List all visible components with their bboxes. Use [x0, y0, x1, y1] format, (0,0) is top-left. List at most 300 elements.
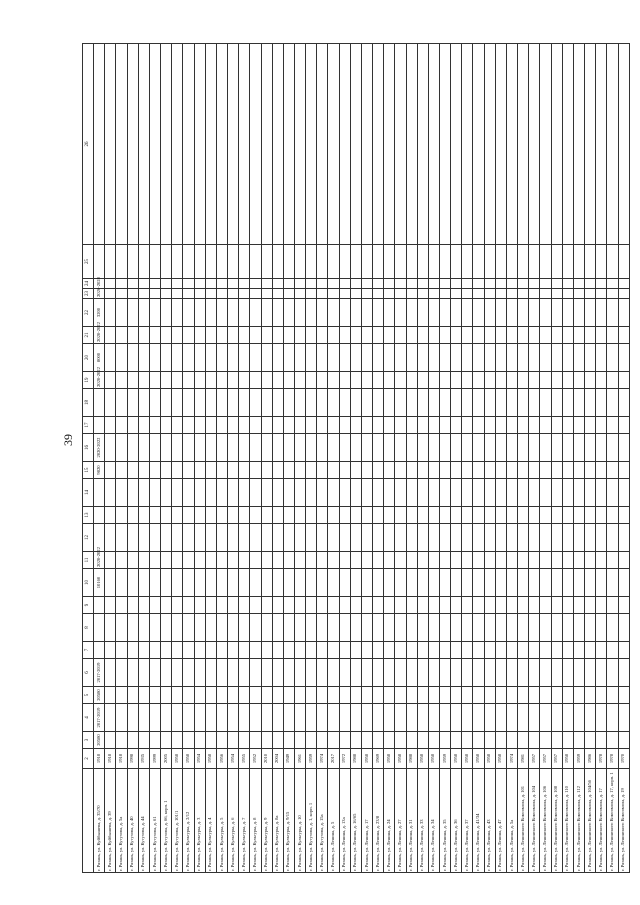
rotated-register-table [82, 43, 630, 873]
table-row [261, 44, 272, 873]
table-cell [473, 479, 484, 507]
table-cell [283, 597, 294, 614]
table-cell [283, 344, 294, 372]
table-cell [283, 569, 294, 597]
table-cell [473, 569, 484, 597]
table-cell [306, 279, 317, 289]
table-row [551, 44, 562, 873]
table-cell [384, 289, 395, 299]
table-cell [585, 479, 596, 507]
table-cell [406, 552, 417, 569]
table-cell [417, 434, 428, 462]
table-cell [384, 479, 395, 507]
table-cell [183, 44, 194, 245]
table-cell: 1955 [239, 749, 250, 769]
table-cell [529, 732, 540, 749]
table-cell: 1974 [317, 749, 328, 769]
table-cell [562, 597, 573, 614]
table-cell [484, 344, 495, 372]
table-cell [484, 389, 495, 417]
table-cell [395, 704, 406, 732]
table-row [205, 44, 216, 873]
table-cell [317, 659, 328, 687]
table-cell [194, 245, 205, 279]
table-cell [105, 344, 116, 372]
table-row [328, 44, 339, 873]
table-cell [473, 344, 484, 372]
table-cell [283, 732, 294, 749]
table-cell [495, 614, 506, 642]
table-cell [573, 569, 584, 597]
table-cell [540, 289, 551, 299]
table-cell [328, 642, 339, 659]
table-cell [551, 327, 562, 344]
address-cell: г. Рязань, ул. Ленина, д. 17 [361, 769, 372, 873]
table-cell [506, 462, 517, 479]
table-cell [116, 597, 127, 614]
table-cell [339, 732, 350, 749]
table-row [216, 44, 227, 873]
table-cell [540, 327, 551, 344]
table-cell [585, 344, 596, 372]
table-cell [105, 524, 116, 552]
table-cell [596, 327, 607, 344]
table-cell [406, 642, 417, 659]
table-cell [585, 704, 596, 732]
table-cell [283, 372, 294, 389]
table-cell [149, 417, 160, 434]
table-cell [194, 687, 205, 704]
table-cell [216, 44, 227, 245]
table-cell [395, 479, 406, 507]
table-cell [183, 417, 194, 434]
table-cell [596, 552, 607, 569]
table-cell [339, 417, 350, 434]
table-cell [194, 524, 205, 552]
table-cell [228, 597, 239, 614]
table-cell [562, 732, 573, 749]
table-cell [149, 299, 160, 327]
table-cell [306, 417, 317, 434]
table-cell [216, 642, 227, 659]
table-cell [216, 389, 227, 417]
table-cell [417, 687, 428, 704]
table-cell [484, 327, 495, 344]
table-cell [373, 417, 384, 434]
table-cell [529, 479, 540, 507]
table-cell [562, 507, 573, 524]
table-cell [473, 279, 484, 289]
table-cell [205, 642, 216, 659]
table-cell [428, 659, 439, 687]
table-cell: 2017-2019 [94, 704, 105, 732]
table-cell [495, 462, 506, 479]
table-cell [272, 507, 283, 524]
table-cell [462, 344, 473, 372]
table-cell [127, 462, 138, 479]
table-cell [540, 597, 551, 614]
table-cell [205, 299, 216, 327]
table-cell: 1978 [596, 749, 607, 769]
table-cell [451, 299, 462, 327]
table-cell [172, 299, 183, 327]
table-cell [596, 614, 607, 642]
table-cell [116, 344, 127, 372]
table-cell [272, 462, 283, 479]
table-cell [607, 659, 618, 687]
table-cell [417, 389, 428, 417]
table-cell [272, 642, 283, 659]
table-cell [451, 552, 462, 569]
table-cell [127, 372, 138, 389]
table-cell [529, 659, 540, 687]
table-cell [518, 344, 529, 372]
table-cell [138, 642, 149, 659]
table-cell [540, 299, 551, 327]
table-cell [473, 327, 484, 344]
table-cell [228, 614, 239, 642]
table-cell [183, 614, 194, 642]
table-cell [205, 462, 216, 479]
table-cell [440, 327, 451, 344]
table-cell [473, 704, 484, 732]
table-cell [339, 279, 350, 289]
table-cell [384, 642, 395, 659]
table-cell [250, 299, 261, 327]
column-number-cell: 17 [83, 417, 94, 434]
table-cell [440, 279, 451, 289]
table-cell [573, 507, 584, 524]
table-cell [585, 524, 596, 552]
table-cell [306, 642, 317, 659]
table-cell [406, 289, 417, 299]
table-cell [373, 327, 384, 344]
table-cell [395, 524, 406, 552]
address-cell: г. Рязань, ул. Культуры, д. 4 [205, 769, 216, 873]
table-cell [540, 245, 551, 279]
table-cell [306, 434, 317, 462]
table-cell [473, 372, 484, 389]
table-cell [562, 434, 573, 462]
table-row [183, 44, 194, 873]
table-cell [473, 389, 484, 417]
table-cell [585, 245, 596, 279]
column-number-cell: 16 [83, 434, 94, 462]
table-cell [127, 434, 138, 462]
table-cell [506, 569, 517, 597]
table-cell [172, 389, 183, 417]
table-cell [406, 389, 417, 417]
column-number-cell: 5 [83, 687, 94, 704]
table-cell [105, 289, 116, 299]
table-cell [417, 279, 428, 289]
table-cell [261, 569, 272, 597]
table-cell [540, 552, 551, 569]
table-cell [484, 299, 495, 327]
table-cell [585, 434, 596, 462]
table-cell [116, 569, 127, 597]
table-cell [105, 245, 116, 279]
table-cell [283, 524, 294, 552]
table-cell [506, 642, 517, 659]
table-cell [105, 732, 116, 749]
table-cell [228, 44, 239, 245]
table-cell [506, 704, 517, 732]
table-cell [451, 44, 462, 245]
table-cell [194, 299, 205, 327]
table-cell [183, 507, 194, 524]
table-cell [451, 569, 462, 597]
table-cell [417, 344, 428, 372]
table-cell [339, 552, 350, 569]
table-cell [495, 552, 506, 569]
table-cell [473, 434, 484, 462]
table-cell [127, 289, 138, 299]
address-cell: г. Рязань, ул. Ленина, д. 31 [406, 769, 417, 873]
table-cell [194, 44, 205, 245]
table-cell [216, 614, 227, 642]
table-cell [161, 524, 172, 552]
table-row [283, 44, 294, 873]
table-cell [562, 659, 573, 687]
table-cell [127, 344, 138, 372]
table-cell [451, 524, 462, 552]
table-cell [395, 299, 406, 327]
table-cell [551, 434, 562, 462]
table-row [596, 44, 607, 873]
table-cell [440, 289, 451, 299]
table-cell: 1958 [205, 749, 216, 769]
column-number-cell: 2 [83, 749, 94, 769]
table-cell [384, 687, 395, 704]
table-cell [585, 597, 596, 614]
table-cell [551, 524, 562, 552]
table-cell [149, 44, 160, 245]
table-cell [194, 704, 205, 732]
table-cell [540, 434, 551, 462]
table-cell [607, 552, 618, 569]
table-cell [540, 372, 551, 389]
table-cell: 2026-2028 [94, 289, 105, 299]
table-cell [317, 642, 328, 659]
table-cell [105, 299, 116, 327]
table-cell [462, 687, 473, 704]
table-cell: 1958 [395, 749, 406, 769]
table-cell [183, 569, 194, 597]
table-cell [216, 569, 227, 597]
table-cell [283, 279, 294, 289]
table-cell [361, 659, 372, 687]
table-cell [529, 289, 540, 299]
table-cell [105, 552, 116, 569]
table-cell [484, 245, 495, 279]
table-cell [283, 299, 294, 327]
table-cell [116, 614, 127, 642]
table-cell [417, 462, 428, 479]
table-cell [183, 524, 194, 552]
table-cell [250, 524, 261, 552]
table-cell [373, 704, 384, 732]
table-cell [172, 732, 183, 749]
table-cell [529, 279, 540, 289]
table-cell [317, 614, 328, 642]
table-cell [328, 687, 339, 704]
table-cell [339, 344, 350, 372]
table-cell [172, 245, 183, 279]
table-cell [596, 417, 607, 434]
table-cell [228, 479, 239, 507]
table-cell [138, 389, 149, 417]
table-cell [161, 344, 172, 372]
address-cell: г. Рязань, ул. Культуры, д. 9/15 [283, 769, 294, 873]
table-cell [250, 289, 261, 299]
table-cell [172, 462, 183, 479]
table-cell [417, 552, 428, 569]
table-cell [596, 659, 607, 687]
table-cell [428, 279, 439, 289]
table-cell [228, 289, 239, 299]
table-cell [306, 327, 317, 344]
table-cell [283, 434, 294, 462]
table-cell [250, 507, 261, 524]
table-cell: 1918 [105, 749, 116, 769]
table-cell [596, 299, 607, 327]
table-cell [462, 327, 473, 344]
table-cell [562, 245, 573, 279]
table-cell [306, 245, 317, 279]
table-cell [239, 597, 250, 614]
table-cell [506, 344, 517, 372]
address-cell: г. Рязань, ул. Ленина, д. 27 [395, 769, 406, 873]
table-cell [361, 687, 372, 704]
table-cell [573, 299, 584, 327]
table-cell [350, 44, 361, 245]
table-cell [149, 245, 160, 279]
table-cell [451, 732, 462, 749]
address-cell: г. Рязань, ул. Ленина, д. 23/8 [373, 769, 384, 873]
table-cell [149, 279, 160, 289]
table-cell [127, 245, 138, 279]
table-cell [216, 732, 227, 749]
table-cell: 1958 [183, 749, 194, 769]
table-cell: 2020-2022 [94, 327, 105, 344]
table-cell [306, 704, 317, 732]
column-number-cell: 24 [83, 279, 94, 289]
table-cell [361, 434, 372, 462]
table-cell [562, 569, 573, 597]
table-cell [294, 299, 305, 327]
table-cell [596, 704, 607, 732]
table-cell: 1999 [149, 749, 160, 769]
table-cell [172, 659, 183, 687]
table-cell [428, 389, 439, 417]
address-cell: г. Рязань, ул. Кутузова, д. 1, корп. 1 [306, 769, 317, 873]
table-cell [573, 289, 584, 299]
table-cell [161, 389, 172, 417]
table-cell [484, 659, 495, 687]
table-cell [607, 642, 618, 659]
table-cell [183, 597, 194, 614]
table-cell [294, 372, 305, 389]
table-cell [373, 614, 384, 642]
table-cell [328, 552, 339, 569]
table-cell [562, 552, 573, 569]
table-cell [562, 417, 573, 434]
table-cell [339, 289, 350, 299]
table-cell [339, 44, 350, 245]
address-cell: г. Рязань, ул. Ленина, д. 5 [328, 769, 339, 873]
table-cell [562, 389, 573, 417]
table-cell [573, 434, 584, 462]
table-cell [216, 344, 227, 372]
table-cell [596, 279, 607, 289]
table-cell [462, 642, 473, 659]
address-cell: г. Рязань, ул. Ленина, д. 41/34 [473, 769, 484, 873]
table-cell [428, 687, 439, 704]
table-cell [573, 597, 584, 614]
table-cell [216, 524, 227, 552]
table-cell [596, 597, 607, 614]
table-cell [138, 659, 149, 687]
table-cell [428, 597, 439, 614]
table-cell: 1918 [94, 749, 105, 769]
table-cell [317, 479, 328, 507]
table-cell [384, 44, 395, 245]
table-cell [250, 642, 261, 659]
table-cell [428, 372, 439, 389]
table-row [172, 44, 183, 873]
table-cell [618, 279, 630, 289]
table-cell [596, 245, 607, 279]
table-cell [596, 389, 607, 417]
table-cell [161, 289, 172, 299]
table-cell [228, 462, 239, 479]
table-cell: 8000 [94, 344, 105, 372]
table-cell [406, 597, 417, 614]
table-cell: 1958 [495, 749, 506, 769]
table-cell [350, 299, 361, 327]
table-cell [607, 704, 618, 732]
table-cell [506, 289, 517, 299]
table-cell [350, 642, 361, 659]
table-cell [239, 732, 250, 749]
table-cell [529, 704, 540, 732]
table-cell [551, 44, 562, 245]
table-cell [518, 479, 529, 507]
table-cell [518, 552, 529, 569]
table-row [585, 44, 596, 873]
table-cell [451, 417, 462, 434]
table-cell [306, 732, 317, 749]
address-cell: г. Рязань, ул. Ленина, д. 47 [495, 769, 506, 873]
column-number-cell: 15 [83, 462, 94, 479]
table-cell [105, 462, 116, 479]
table-row [473, 44, 484, 873]
table-cell [373, 552, 384, 569]
table-cell [350, 687, 361, 704]
table-cell [161, 462, 172, 479]
table-cell [607, 417, 618, 434]
table-cell [585, 44, 596, 245]
table-cell [138, 245, 149, 279]
table-cell [272, 327, 283, 344]
table-cell [283, 389, 294, 417]
table-cell [440, 389, 451, 417]
table-cell [306, 44, 317, 245]
table-cell [283, 642, 294, 659]
table-cell: 1958 [384, 749, 395, 769]
table-cell [328, 434, 339, 462]
